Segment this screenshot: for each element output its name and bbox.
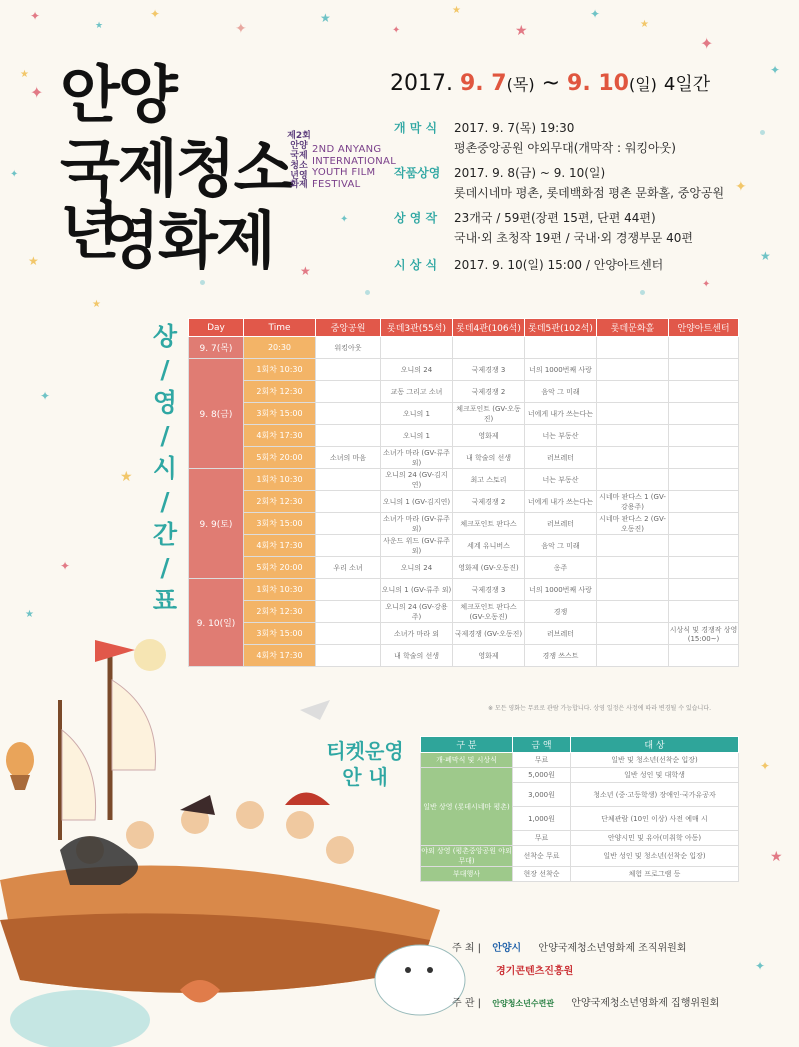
schedule-cell: 러브레터 (525, 623, 597, 645)
festival-badge: 제2회 안양국제청소년영화제 (287, 131, 311, 191)
schedule-cell: 러브레터 (525, 447, 597, 469)
title-line-1: 안양 (60, 58, 176, 131)
day-cell: 9. 9(토) (189, 469, 244, 579)
info-screening: 작품상영 2017. 9. 8(금) ~ 9. 10(일) 롯데시네마 평촌, 롯데백화점 평촌 문화홀, 중앙공원 (394, 166, 725, 200)
schedule-cell (669, 381, 739, 403)
time-cell: 20:30 (244, 337, 316, 359)
schedule-note: ※ 모든 영화는 무료로 관람 가능합니다. 상영 일정은 사정에 따라 변경될 수 있습니다. (488, 705, 711, 712)
title-line-3: 영화제 (100, 204, 274, 277)
schedule-cell (316, 513, 381, 535)
schedule-cell: 사운드 위드 (GV-류주 외) (381, 535, 453, 557)
time-cell: 1회차 10:30 (244, 359, 316, 381)
time-cell: 5회차 20:00 (244, 557, 316, 579)
time-cell: 2회차 12:30 (244, 381, 316, 403)
table-row (189, 447, 739, 469)
table-row (189, 491, 739, 513)
schedule-cell: 오니의 24 (GV-김지연) (381, 469, 453, 491)
time-cell: 4회차 17:30 (244, 645, 316, 667)
schedule-cell: 오니의 1 (381, 425, 453, 447)
column-header: 롯데3관(55석) (381, 319, 453, 337)
schedule-cell: 오니의 24 (381, 557, 453, 579)
schedule-cell: 경쟁 (525, 601, 597, 623)
ticket-price: 3,000원 (513, 783, 571, 807)
schedule-cell: 오니의 1 (381, 403, 453, 425)
schedule-cell (669, 337, 739, 359)
schedule-cell: 너의 1000번째 사랑 (525, 359, 597, 381)
schedule-cell (597, 425, 669, 447)
info-films: 상 영 작 23개국 / 59편(장편 15편, 단편 44편) 국내·외 초청작 19편 / 국내·외 경쟁부문 40편 (394, 211, 693, 245)
table-row (421, 768, 739, 783)
anyang-youth-center-logo: 안양청소년수련관 (492, 999, 555, 1008)
column-header: 롯데5관(102석) (525, 319, 597, 337)
schedule-cell (525, 337, 597, 359)
schedule-cell: 국제경쟁 3 (453, 579, 525, 601)
schedule-cell: 워킹아웃 (316, 337, 381, 359)
schedule-cell: 소녀가 마라 (GV-류주 외) (381, 513, 453, 535)
ticket-price: 선착순 무료 (513, 846, 571, 867)
schedule-cell (669, 535, 739, 557)
schedule-cell (316, 491, 381, 513)
schedule-cell: 영화제 (453, 645, 525, 667)
table-row (189, 403, 739, 425)
ticket-price: 1,000원 (513, 807, 571, 831)
schedule-cell (597, 601, 669, 623)
schedule-cell: 내 학술의 선생 (381, 645, 453, 667)
ticket-target: 일반 및 청소년(선착순 입장) (571, 753, 739, 768)
schedule-cell (669, 601, 739, 623)
time-cell: 3회차 15:00 (244, 403, 316, 425)
ticket-category: 부대행사 (421, 867, 513, 882)
schedule-cell: 시네마 판다스 2 (GV-오동진) (597, 513, 669, 535)
schedule-cell: 시네마 판다스 1 (GV-강용주) (597, 491, 669, 513)
column-header: 안양아트센터 (669, 319, 739, 337)
schedule-cell (669, 359, 739, 381)
schedule-cell (597, 557, 669, 579)
schedule-cell (597, 381, 669, 403)
column-header: 롯데문화홀 (597, 319, 669, 337)
day-cell: 9. 7(목) (189, 337, 244, 359)
schedule-cell (316, 535, 381, 557)
ticket-category: 일반 상영 (롯데시네마 평촌) (421, 768, 513, 846)
schedule-cell (669, 469, 739, 491)
schedule-cell: 음악 그 미래 (525, 535, 597, 557)
schedule-cell (597, 359, 669, 381)
schedule-cell: 소녀가 마라 외 (381, 623, 453, 645)
ticket-price: 무료 (513, 753, 571, 768)
schedule-cell: 국제경쟁 2 (453, 381, 525, 403)
schedule-cell: 오니의 24 (381, 359, 453, 381)
festival-dates: 2017. 9. 7(목) ~ 9. 10(일) 4일간 (390, 71, 711, 96)
host-manager: 주 관 | 안양청소년수련관 안양국제청소년영화제 집행위원회 (452, 998, 720, 1009)
schedule-cell: 너는 부동산 (525, 469, 597, 491)
schedule-cell (381, 337, 453, 359)
table-row (189, 469, 739, 491)
time-cell: 4회차 17:30 (244, 425, 316, 447)
table-row (421, 753, 739, 768)
schedule-cell: 러브레터 (525, 513, 597, 535)
schedule-cell: 체크포인트 판다스 (453, 513, 525, 535)
column-header: 중앙공원 (316, 319, 381, 337)
schedule-cell: 경쟁 쓰스트 (525, 645, 597, 667)
pirate-ship-illustration (0, 620, 470, 1047)
schedule-cell (453, 337, 525, 359)
time-cell: 5회차 20:00 (244, 447, 316, 469)
table-row (421, 846, 739, 867)
time-cell: 3회차 15:00 (244, 513, 316, 535)
schedule-cell: 국제경쟁 3 (453, 359, 525, 381)
schedule-cell (316, 579, 381, 601)
schedule-cell: 시상식 및 경쟁작 상영 (15:00~) (669, 623, 739, 645)
schedule-cell: 너에게 내가 쓰는다는 (525, 491, 597, 513)
schedule-cell (669, 425, 739, 447)
screening-schedule-table (188, 318, 739, 667)
schedule-cell (316, 469, 381, 491)
schedule-cell (597, 403, 669, 425)
ticket-target: 체험 프로그램 등 (571, 867, 739, 882)
schedule-cell: 오니의 1 (GV-류주 외) (381, 579, 453, 601)
ticket-info-table (420, 736, 739, 882)
title-line-2: 국제청소년 (60, 132, 292, 267)
table-row (189, 337, 739, 359)
table-row (189, 359, 739, 381)
info-opening: 개 막 식 2017. 9. 7(목) 19:30 평촌중앙공원 야외무대(개막작 : 워킹아웃) (394, 121, 676, 155)
table-row (189, 381, 739, 403)
schedule-cell (669, 579, 739, 601)
schedule-cell (597, 469, 669, 491)
schedule-cell (316, 403, 381, 425)
column-header: 롯데4관(106석) (453, 319, 525, 337)
schedule-cell: 교동 그리고 소녀 (381, 381, 453, 403)
host-organizer: 주 최 | 안양시 안양국제청소년영화제 조직위원회 (452, 939, 687, 954)
schedule-cell (316, 359, 381, 381)
schedule-cell: 영화제 (GV-오동진) (453, 557, 525, 579)
column-header: Day (189, 319, 244, 337)
schedule-cell: 소녀의 마음 (316, 447, 381, 469)
day-cell: 9. 8(금) (189, 359, 244, 469)
schedule-cell: 너에게 내가 쓰는다는 (525, 403, 597, 425)
time-cell: 4회차 17:30 (244, 535, 316, 557)
schedule-cell (597, 579, 669, 601)
table-row (189, 579, 739, 601)
schedule-cell: 우리 소녀 (316, 557, 381, 579)
ticket-target: 단체관람 (10인 이상) 사전 예매 시 (571, 807, 739, 831)
ticket-price: 5,000원 (513, 768, 571, 783)
international-subtitle: 2ND ANYANG INTERNATIONAL YOUTH FILM FESTIVAL (312, 144, 397, 190)
ticket-category: 개·폐막식 및 시상식 (421, 753, 513, 768)
schedule-cell: 체크포인트 판다스 (GV-오동진) (453, 601, 525, 623)
time-cell: 2회차 12:30 (244, 491, 316, 513)
ticket-info-title: 티켓운영 안 내 (326, 739, 404, 789)
column-header: 금 액 (513, 737, 571, 753)
schedule-title: 상 / 영 / 시 / 간 / 표 (152, 322, 178, 615)
column-header: 대 상 (571, 737, 739, 753)
schedule-cell: 소녀가 마라 (GV-류주 외) (381, 447, 453, 469)
ticket-target: 일반 성인 및 청소년(선착순 입장) (571, 846, 739, 867)
table-row (189, 513, 739, 535)
schedule-cell (669, 645, 739, 667)
time-cell: 2회차 12:30 (244, 601, 316, 623)
column-header: 구 분 (421, 737, 513, 753)
day-cell: 9. 10(일) (189, 579, 244, 667)
time-cell: 1회차 10:30 (244, 579, 316, 601)
schedule-cell: 음악 그 미래 (525, 381, 597, 403)
schedule-cell (669, 491, 739, 513)
schedule-cell: 오니의 24 (GV-강용주) (381, 601, 453, 623)
table-header-row (421, 737, 739, 753)
schedule-cell: 영화제 (453, 425, 525, 447)
schedule-cell: 내 학술의 선생 (453, 447, 525, 469)
table-row (421, 867, 739, 882)
table-row (189, 425, 739, 447)
schedule-cell: 국제경쟁 2 (453, 491, 525, 513)
ticket-target: 일반 성인 및 대학생 (571, 768, 739, 783)
schedule-cell (597, 337, 669, 359)
schedule-cell: 국제경쟁 (GV-오동진) (453, 623, 525, 645)
schedule-cell (597, 645, 669, 667)
ticket-target: 안양시민 및 유아(미취학 아동) (571, 831, 739, 846)
info-awards: 시 상 식 2017. 9. 10(일) 15:00 / 안양아트센터 (394, 258, 664, 272)
schedule-cell (597, 447, 669, 469)
poster: ✦ ★ ✦ ✦ ★ ✦ ★ ★ ✦ ★ ✦ ✦ ★ ✦ ✦ ★ ✦ ★ ✦ ★ ✦ ★ ✦ ★ ✦ ★ ✦ ★ ✦ 안양 국제청소년 영화제 제2회 안양국제청소년영화제 2ND ANYANG INTERNATIONAL YOUTH FILM FESTIVAL 2017. 9. 7(목) ~ 9. 10(일) 4일간 개 막 식 2017. 9. 7(목) 19:30 평촌중앙공원 야외무대(개막작 : 워킹아웃) 작품상영 2017. 9. 8(금) ~ 9. 10(일) 롯데시네마 평촌, 롯데백화점 평촌 문화홀, 중앙공원 상 영 작 23개국 / 59편(장편 15편, 단편 44편) 국내·외 초청작 19편 / 국내·외 경쟁부문 40편 시 상 식 2017. 9. 10(일) 15:00 / 안양아트센터 상 / 영 / 시 / 간 / 표 Day Time 중앙공원 롯데3관(55석) 롯데4관(106석) 롯데5관(102석) 롯데문화홀 안양아트센터 9. 7(목) 20:30 워킹아웃 9. 8(금) 1회차 10:30 오니의 24 국제경쟁 3 너의 1000번째 사랑 2회차 12:30 교동 그리고 소녀 국제경쟁 2 음악 그 미래 3회차 15:00 오니의 1 체크포인트 (GV-오동진) 너에게 내가 쓰는다는 4회차 17:30 오니의 1 영화제 너는 부동산 5회차 20:00 소녀의 마음 소녀가 마라 (GV-류주 외) 내 학술의 선생 러브레터 9. 9(토) 1회차 10:30 오니의 24 (GV-김지연) 최고 스토리 너는 부동산 2회차 12:30 오니의 1 (GV-김지연) 국제경쟁 2 너에게 내가 쓰는다는 시네마 판다스 1 (GV-강용주) 3회차 15:00 소녀가 마라 (GV-류주 외) 체크포인트 판다스 러브레터 시네마 판다스 2 (GV-오동진) 4회차 17:30 사운드 위드 (GV-류주 외) 세계 유니버스 음악 그 미래 5회차 20:00 우리 소녀 오니의 24 영화제 (GV-오동진) 옹주 9. 10(일) 1회차 10:30 오니의 1 (GV-류주 외) 국제경쟁 3 너의 1000번째 사랑 2회차 12:30 오니의 24 (GV-강용주) 체크포인트 판다스 (GV-오동진) 경쟁 3회차 15:00 소녀가 마라 외 국제경쟁 (GV-오동진) 러브레터 시상식 및 경쟁작 상영 (15:00~) 4회차 17:30 내 학술의 선생 영화제 경쟁 쓰스트 ※ 모든 영화는 무료로 관람 가능합니다. 상영 일정은 사정에 따라 변경될 수 있습니다. 티켓운영 안 내 구 분 금 액 대 상 개·폐막식 및 시상식 무료 일반 및 청소년(선착순 입장) 일반 상영 (롯데시네마 평촌) 5,000원 일반 성인 및 대학생 3,000원 청소년 (중·고등학생) 장애인·국가유공자 1,000원 단체관람 (10인 이상) 사전 예매 시 무료 안양시민 및 유아(미취학 아동) 야외 상영 (평촌중앙공원 야외무대) 선착순 무료 일반 성인 및 청소년(선착순 입장) 부대행사 현장 선착순 체험 프로그램 등 주 최 | 안양시 안양국제청소년영화제 조직위원회 경기콘텐츠진흥원 주 관 | 안양청소년수련관 안양국제청소년영화제 집행위원회 (0, 0, 799, 1047)
schedule-cell (316, 381, 381, 403)
schedule-cell: 세계 유니버스 (453, 535, 525, 557)
column-header: Time (244, 319, 316, 337)
schedule-cell (669, 447, 739, 469)
schedule-cell (669, 403, 739, 425)
schedule-cell: 최고 스토리 (453, 469, 525, 491)
table-header-row (189, 319, 739, 337)
schedule-cell (597, 535, 669, 557)
schedule-cell: 체크포인트 (GV-오동진) (453, 403, 525, 425)
schedule-cell: 너의 1000번째 사랑 (525, 579, 597, 601)
schedule-cell (316, 425, 381, 447)
schedule-cell: 옹주 (525, 557, 597, 579)
schedule-cell (669, 513, 739, 535)
ticket-category: 야외 상영 (평촌중앙공원 야외무대) (421, 847, 512, 865)
schedule-cell: 너는 부동산 (525, 425, 597, 447)
host-gcon (496, 962, 573, 977)
schedule-cell: 오니의 1 (GV-김지연) (381, 491, 453, 513)
schedule-cell (597, 623, 669, 645)
ticket-price: 현장 선착순 (513, 867, 571, 882)
anyang-city-logo: 안양시 (492, 943, 522, 954)
time-cell: 3회차 15:00 (244, 623, 316, 645)
ticket-target: 청소년 (중·고등학생) 장애인·국가유공자 (571, 783, 739, 807)
table-row (189, 535, 739, 557)
time-cell: 1회차 10:30 (244, 469, 316, 491)
schedule-cell (669, 557, 739, 579)
gyeonggi-content-agency-logo: 경기콘텐츠진흥원 (496, 966, 574, 977)
table-row (189, 557, 739, 579)
ticket-price: 무료 (513, 831, 571, 846)
